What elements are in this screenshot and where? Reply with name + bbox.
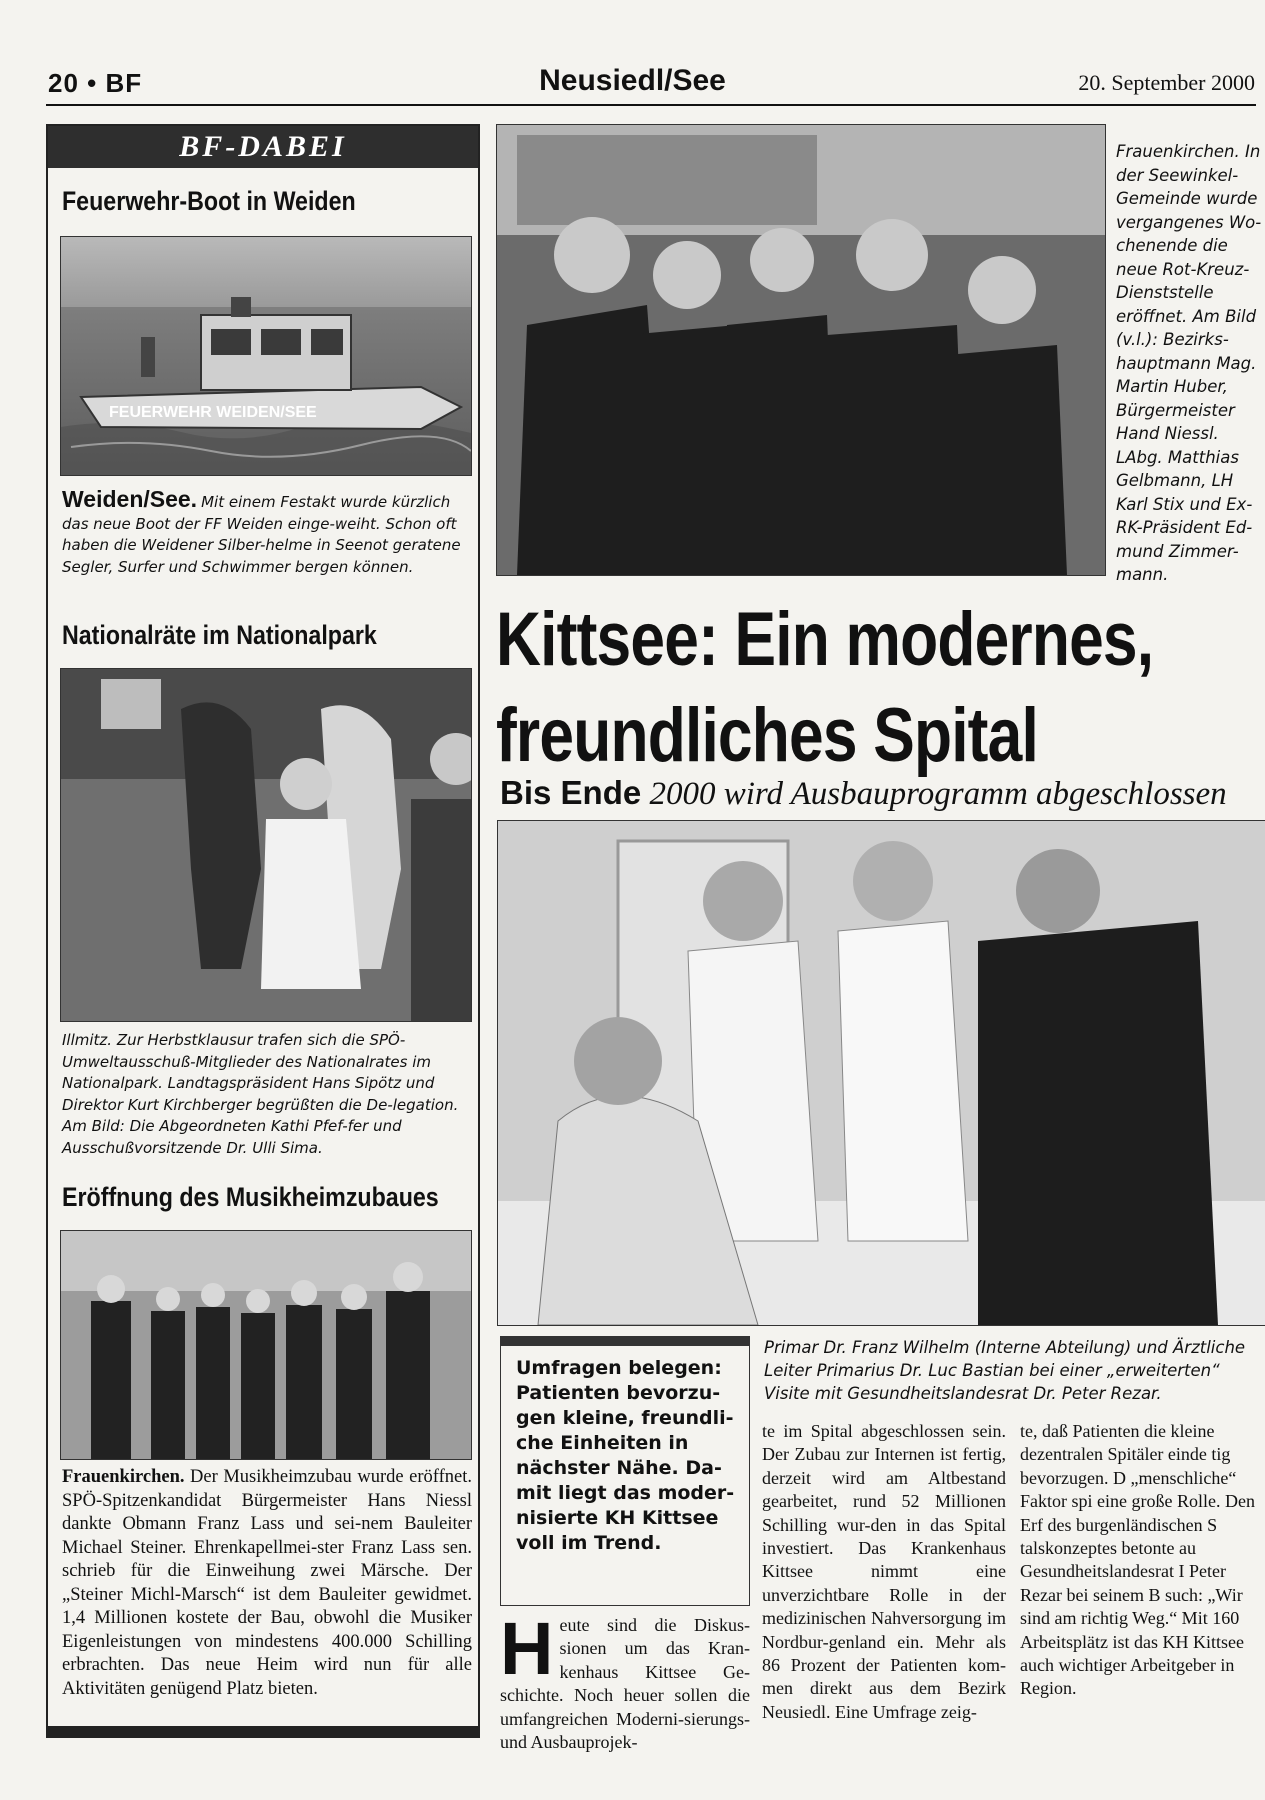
story3-lead: Frauenkirchen. bbox=[62, 1467, 185, 1487]
visit-image bbox=[498, 821, 1265, 1325]
rotkreuz-photo bbox=[496, 124, 1106, 576]
horses-image bbox=[61, 669, 471, 1021]
nationalpark-photo bbox=[60, 668, 472, 1022]
main-headline-line2: freundliches Spital bbox=[496, 693, 1038, 778]
left-column-bottom-bar bbox=[46, 1726, 480, 1738]
story3-headline: Eröffnung des Musikheimzubaues bbox=[62, 1182, 439, 1212]
main-headline-line1: Kittsee: Ein modernes, bbox=[496, 597, 1154, 682]
story1-caption: Mit einem Festakt wurde kürzlich das neue Boot der FF Weiden einge-weiht. Schon oft haben die Weidener Silber-helme in Seenot geratene Segler, Surfer und Schwimmer bergen können. bbox=[62, 493, 461, 576]
rotkreuz-caption: Frauenkirchen. In der Seewinkel-Gemeinde wurde vergangenes Wo-chenende die neue Rot-Kreuz-Dienststelle eröffnet. Am Bild (v.l.): Bezirks-hauptmann Mag. Martin Huber, Bürgermeister Hand Niessl. LAbg. Matthias Gelbmann, LH Karl Stix und Ex-RK-Präsident Ed-mund Zimmer-mann. bbox=[1116, 142, 1262, 584]
subheadline bbox=[500, 774, 1227, 813]
story2-caption: Illmitz. Zur Herbstklausur trafen sich die SPÖ-Umweltausschuß-Mitglieder des Nationalrates im Nationalpark. Landtagspräsident Hans Sipötz und Direktor Kurt Kirchberger begrüßten die De-legation. Am Bild: Die Abgeordneten Kathi Pfef-fer und Ausschußvorsitzende Dr. Ulli Sima. bbox=[62, 1031, 459, 1157]
subheadline-bold: Bis Ende bbox=[500, 774, 642, 811]
story1-caption-block bbox=[62, 486, 472, 578]
drop-cap: H bbox=[500, 1607, 554, 1690]
hospital-photo bbox=[497, 820, 1265, 1326]
article-column-1 bbox=[500, 1607, 750, 1754]
fireboat-hull-text: FEUERWEHR WEIDEN/SEE bbox=[109, 404, 317, 421]
story1-lead: Weiden/See. bbox=[62, 486, 198, 512]
fireboat-image bbox=[61, 237, 471, 475]
story3-body: Der Musikheimzubau wurde eröffnet. SPÖ-Spitzenkandidat Bürgermeister Hans Niessl dankte Obmann Franz Lass und sei-nem Bauleiter Michael Steiner. Ehrenkapellmei-ster Franz Lass sen. schrieb für die Einweihung zwei Märsche. Der „Steiner Michl-Marsch“ ist dem Bauleiter gewidmet. 1,4 Millionen kostete der Bau, obwohl die Musiker Eigenleistungen von mindestens 400.000 Schilling erbrachten. Das neue Heim wird nun für alle Aktivitäten genügend Platz bieten. bbox=[62, 1467, 472, 1699]
issue-date: 20. September 2000 bbox=[1078, 70, 1255, 95]
musikheim-photo bbox=[60, 1230, 472, 1460]
officials-image bbox=[497, 125, 1105, 575]
header-rule bbox=[46, 104, 1256, 106]
fireboat-photo bbox=[60, 236, 472, 476]
band-image bbox=[61, 1231, 471, 1459]
article-column-1-text: eute sind die Diskus-sionen um das Kran-kenhaus Kittsee Ge-schichte. Noch heuer sollen die umfangreichen Moderni-sierungs- und Ausbauprojek- bbox=[500, 1615, 750, 1753]
story3-text-block bbox=[62, 1466, 472, 1701]
pull-quote: Umfragen belegen: Patienten bevorzu-gen kleine, freundli-che Einheiten in nächster Nähe. Da-mit liegt das moder-nisierte KH Kittsee voll im Trend. bbox=[516, 1357, 735, 1554]
subheadline-italic: 2000 wird Ausbauprogramm abgeschlossen bbox=[649, 776, 1227, 812]
article-column-3: te, daß Patienten die kleine dezentralen Spitäler einde tig bevorzugen. D „menschliche“ Faktor spi eine große Rolle. Den Erf des burgenländischen S talskonzeptes betonte au Gesundheitslandesrat I Peter Rezar bei seinem B such: „Wir sind am richtig Weg.“ Mit 160 Arbeitsplätz ist das KH Kittsee auch wichtiger Arbeitgeber in Region. bbox=[1020, 1421, 1255, 1699]
story2-headline: Nationalräte im Nationalpark bbox=[62, 620, 377, 650]
column-banner: BF-DABEI bbox=[48, 126, 478, 168]
page-number: 20 • BF bbox=[48, 68, 143, 98]
hospital-caption: Primar Dr. Franz Wilhelm (Interne Abteilung) und Ärztliche Leiter Primarius Dr. Luc Bastian bei einer „erweiterten“ Visite mit Gesundheitslandesrat Dr. Peter Rezar. bbox=[764, 1338, 1246, 1403]
article-column-2: te im Spital abgeschlossen sein. Der Zubau zur Internen ist fertig, derzeit wird am Altbestand gearbeitet, rund 52 Millionen Schilling wur-den in das Spital investiert. Das Krankenhaus Kittsee nimmt eine unverzichtbare Rolle in der medizinischen Nahversorgung im Nordbur-genland ein. Mehr als 86 Prozent der Patienten kom-men direkt aus dem Bezirk Neusiedl. Eine Umfrage zeig- bbox=[762, 1421, 1006, 1722]
section-title: Neusiedl/See bbox=[539, 64, 726, 97]
story1-headline: Feuerwehr-Boot in Weiden bbox=[62, 186, 356, 216]
